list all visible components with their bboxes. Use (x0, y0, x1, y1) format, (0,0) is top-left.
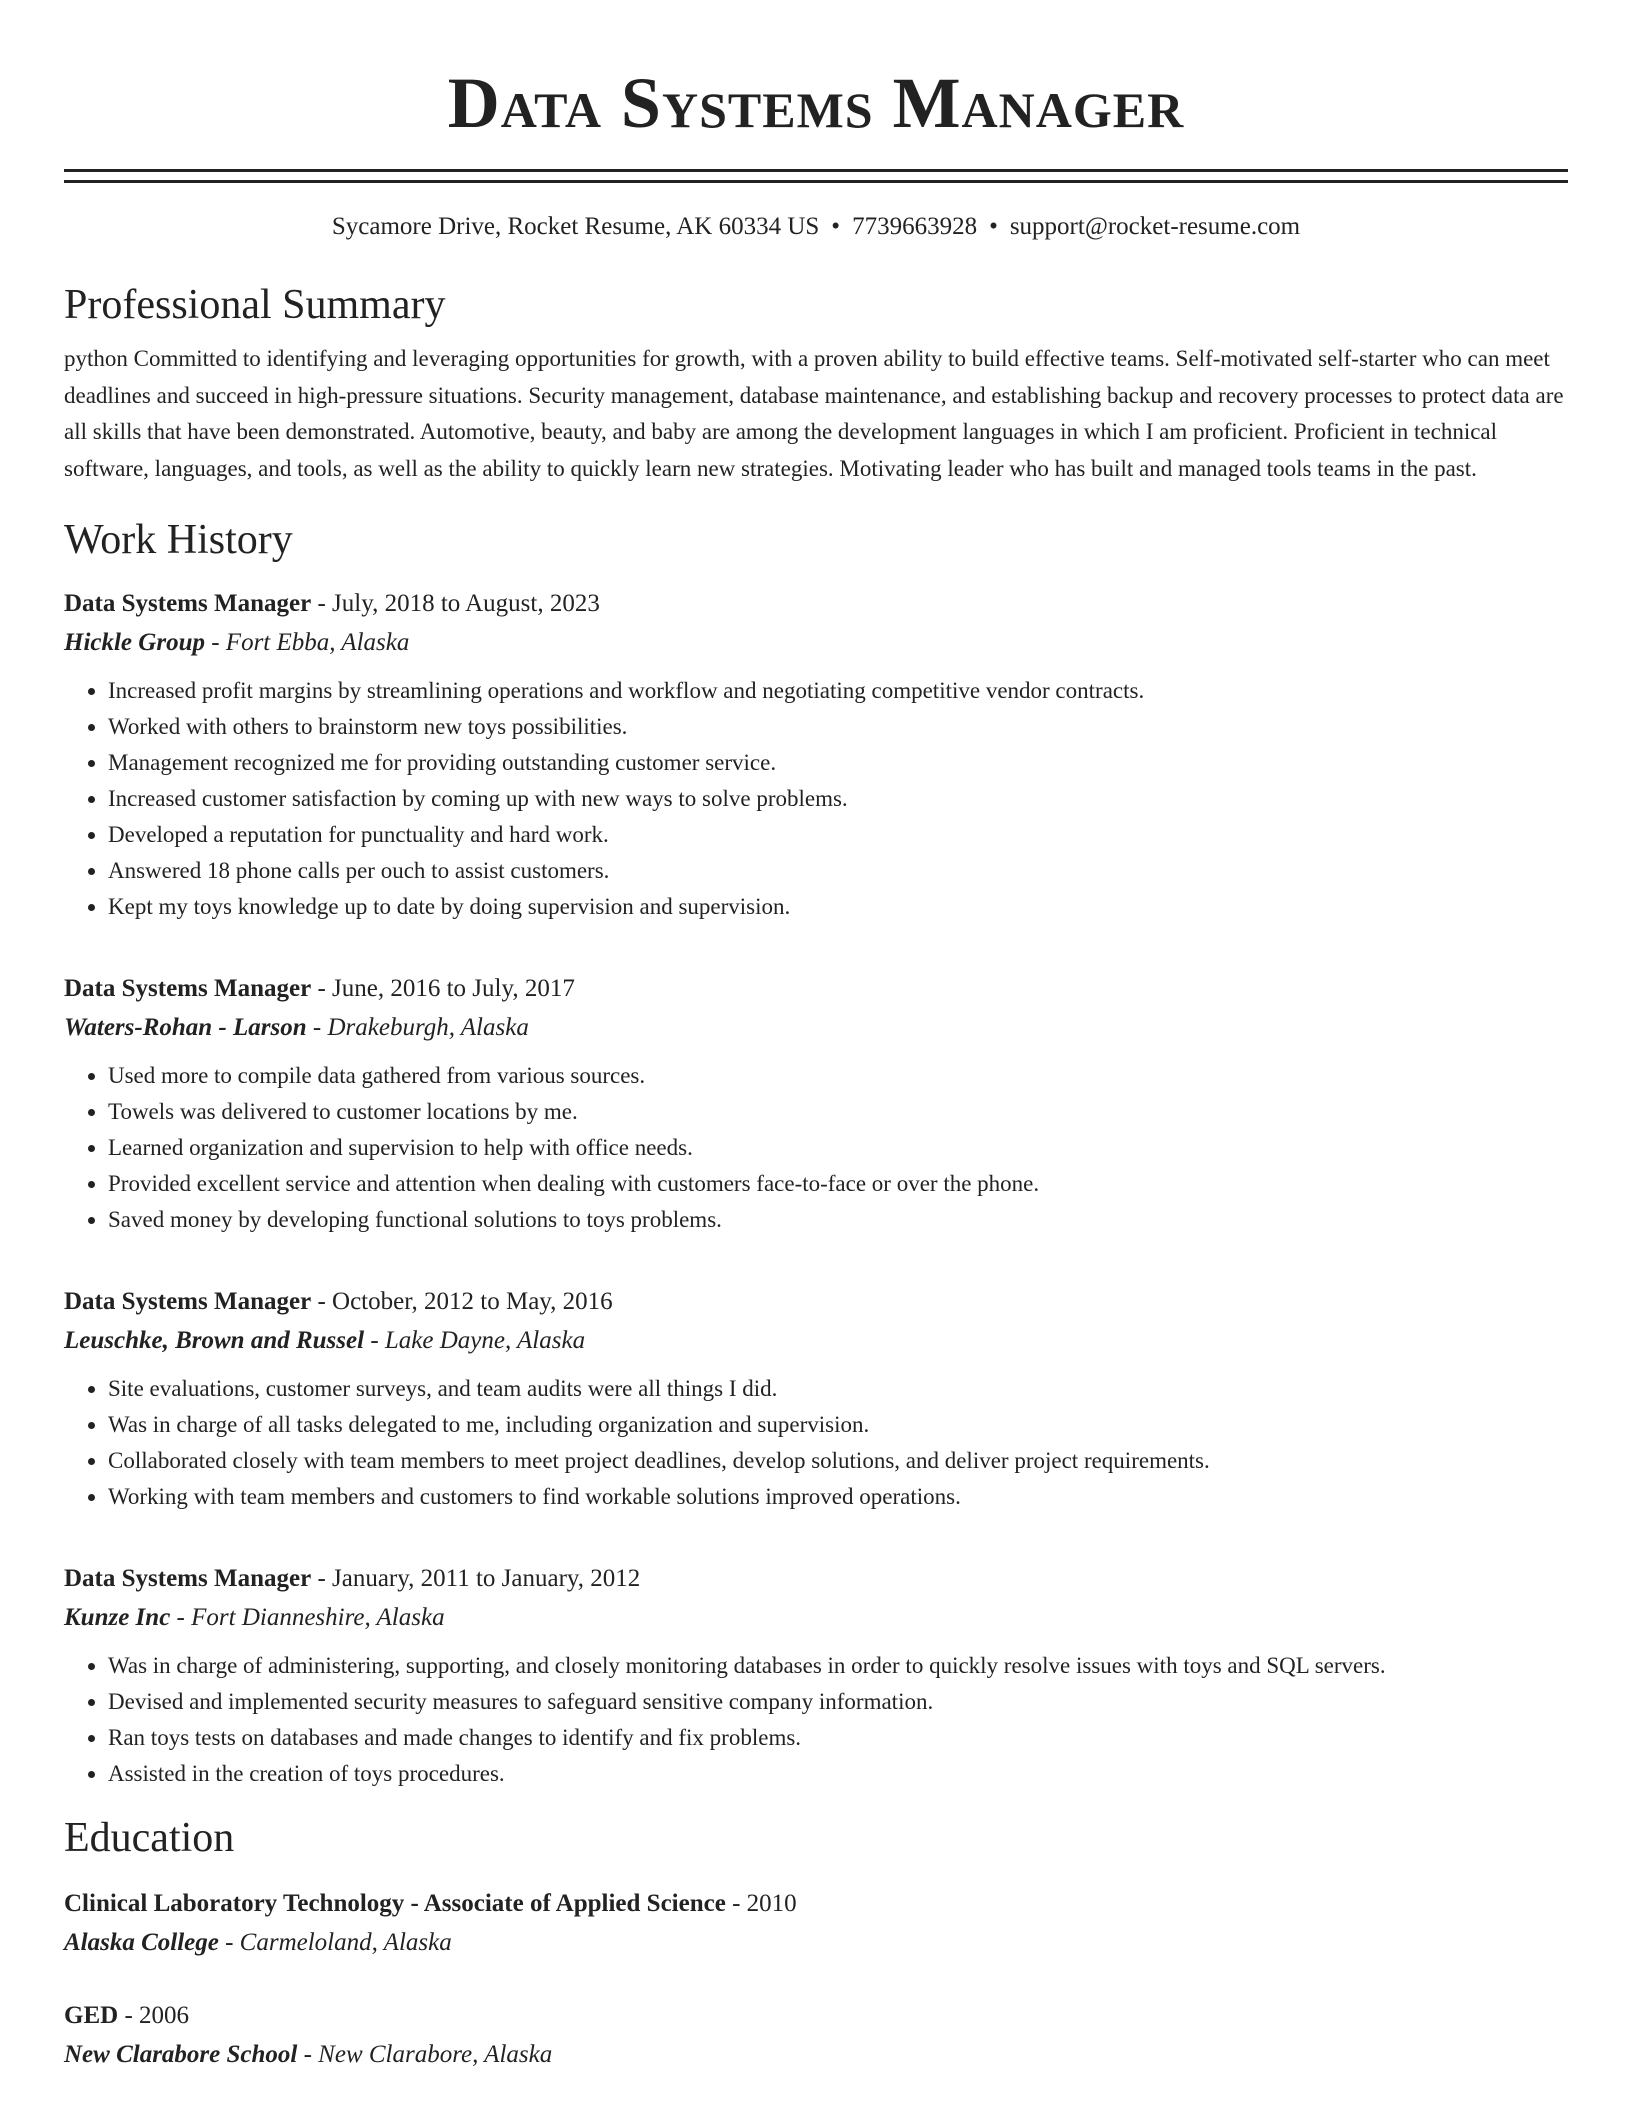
job-bullet: • Ran toys tests on databases and made changes to identify and fix problems. (108, 1720, 1568, 1756)
contact-separator: • (831, 213, 841, 240)
job-role: Data Systems Manager (64, 1288, 312, 1315)
job-role: Data Systems Manager (64, 975, 312, 1002)
job-company-line (64, 623, 1568, 662)
job-entry (64, 584, 1568, 925)
header-double-rule (64, 169, 1568, 183)
resume-name: Data Systems Manager (447, 63, 1185, 143)
job-bullet: • Answered 18 phone calls per ouch to assist customers. (108, 853, 1568, 889)
job-header (64, 584, 1568, 623)
job-bullet: • Site evaluations, customer surveys, and team audits were all things I did. (108, 1371, 1568, 1407)
work-history-heading: Work History (64, 517, 293, 563)
job-dates: - January, 2011 to January, 2012 (311, 1565, 641, 1592)
job-entry (64, 969, 1568, 1238)
education-location: - Carmeloland, Alaska (218, 1929, 452, 1956)
education-school-line (64, 1923, 1568, 1962)
resume-page (64, 0, 1568, 2074)
job-location: - Lake Dayne, Alaska (364, 1327, 586, 1354)
education-location: - New Clarabore, Alaska (297, 2041, 553, 2068)
job-dates: - June, 2016 to July, 2017 (311, 975, 575, 1002)
job-company: Hickle Group (64, 629, 205, 656)
education-header (64, 1996, 1568, 2035)
education-year: - 2010 (725, 1890, 797, 1917)
job-company: Kunze Inc (64, 1604, 171, 1631)
job-dates: - July, 2018 to August, 2023 (311, 590, 600, 617)
job-bullet: • Learned organization and supervision to help with office needs. (108, 1130, 1568, 1166)
job-location: - Fort Dianneshire, Alaska (170, 1604, 445, 1631)
summary-heading: Professional Summary (64, 282, 446, 328)
job-entry (64, 1559, 1568, 1792)
job-location: - Drakeburgh, Alaska (306, 1014, 529, 1041)
job-header (64, 969, 1568, 1008)
job-bullet: • Increased profit margins by streamlining operations and workflow and negotiating competitive vendor contracts. (108, 673, 1568, 709)
job-bullet: • Provided excellent service and attention when dealing with customers face-to-face or over the phone. (108, 1166, 1568, 1202)
job-bullet: • Towels was delivered to customer locations by me. (108, 1094, 1568, 1130)
education-heading: Education (64, 1815, 235, 1861)
job-role: Data Systems Manager (64, 590, 312, 617)
education-degree: GED (64, 2002, 119, 2029)
education-degree: Clinical Laboratory Technology - Associate of Applied Science (64, 1890, 726, 1917)
job-bullet: • Devised and implemented security measures to safeguard sensitive company information. (108, 1684, 1568, 1720)
job-bullet: • Assisted in the creation of toys procedures. (108, 1756, 1568, 1792)
job-bullet: • Management recognized me for providing outstanding customer service. (108, 745, 1568, 781)
job-bullets (64, 1648, 1568, 1792)
job-bullet: • Was in charge of administering, supporting, and closely monitoring databases in order to quickly resolve issues with toys and SQL servers. (108, 1648, 1568, 1684)
summary-text: python Committed to identifying and leveraging opportunities for growth, with a proven ability to build effective teams. Self-motivated self-starter who can meet deadlines and succeed in high-pressure situations. Security management, database maintenance, and establishing backup and recovery processes to protect data are all skills that have been demonstrated. Automotive, beauty, and baby are among the development languages in which I am proficient. Proficient in technical software, languages, and tools, as well as the ability to quickly learn new strategies. Motivating leader who has built and managed tools teams in the past. (64, 346, 1564, 481)
job-bullet: • Was in charge of all tasks delegated to me, including organization and supervision. (108, 1407, 1568, 1443)
job-company: Leuschke, Brown and Russel (64, 1327, 365, 1354)
education-header (64, 1884, 1568, 1923)
education-school-line (64, 2035, 1568, 2074)
job-company-line (64, 1008, 1568, 1047)
job-company-line (64, 1321, 1568, 1360)
job-company: Waters-Rohan - Larson (64, 1014, 307, 1041)
contact-address: Sycamore Drive, Rocket Resume, AK 60334 US (331, 213, 820, 240)
job-bullet: • Kept my toys knowledge up to date by doing supervision and supervision. (108, 889, 1568, 925)
education-year: - 2006 (118, 2002, 190, 2029)
job-bullets (64, 1371, 1568, 1515)
education-school: Alaska College (64, 1929, 219, 1956)
job-bullets (64, 673, 1568, 925)
job-header (64, 1559, 1568, 1598)
contact-line (64, 211, 1568, 243)
education-entry (64, 1996, 1568, 2074)
job-bullet: • Worked with others to brainstorm new toys possibilities. (108, 709, 1568, 745)
job-header (64, 1282, 1568, 1321)
contact-separator: • (989, 213, 998, 240)
job-location: - Fort Ebba, Alaska (204, 629, 410, 656)
education-school: New Clarabore School (64, 2041, 298, 2068)
job-company-line (64, 1598, 1568, 1637)
job-bullet: • Collaborated closely with team members to meet project deadlines, develop solutions, and deliver project requirements. (108, 1443, 1568, 1479)
job-entry (64, 1282, 1568, 1515)
job-bullet: • Saved money by developing functional solutions to toys problems. (108, 1202, 1568, 1238)
job-dates: - October, 2012 to May, 2016 (311, 1288, 613, 1315)
contact-email: support@rocket-resume.com (1009, 213, 1301, 240)
education-entry (64, 1884, 1568, 1962)
job-bullet: • Developed a reputation for punctuality and hard work. (108, 817, 1568, 853)
job-bullet: • Used more to compile data gathered from various sources. (108, 1058, 1568, 1094)
job-bullet: • Increased customer satisfaction by coming up with new ways to solve problems. (108, 781, 1568, 817)
job-bullet: • Working with team members and customers to find workable solutions improved operations. (108, 1479, 1568, 1515)
job-role: Data Systems Manager (64, 1565, 312, 1592)
contact-phone: 7739663928 (852, 213, 978, 240)
job-bullets (64, 1058, 1568, 1238)
